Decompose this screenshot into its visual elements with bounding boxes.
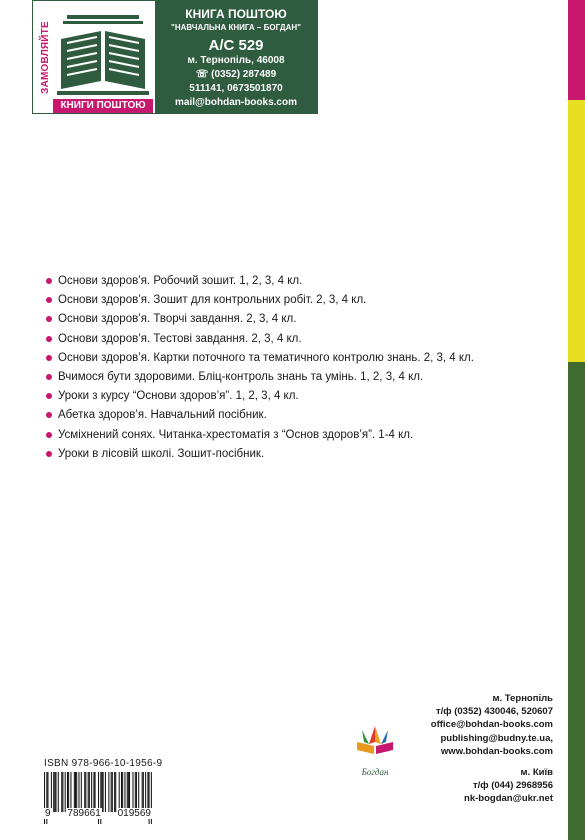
bullet-icon (46, 316, 52, 322)
list-item: Основи здоров’я. Робочий зошит. 1, 2, 3, 4 кл. (46, 272, 556, 291)
barcode-bar (119, 772, 120, 812)
barcode-digit-group: 789661 (67, 808, 101, 819)
barcode-bar (85, 772, 86, 812)
barcode-bar (88, 772, 89, 812)
book-icon (53, 9, 153, 97)
kyiv-phone: т/ф (044) 2968956 (472, 780, 553, 792)
barcode-bar (127, 772, 128, 812)
barcode-bar (62, 772, 63, 812)
barcode-bar (47, 772, 48, 812)
advert-line: ☏ (0352) 287489 (195, 69, 277, 80)
barcode-bar (54, 772, 55, 812)
list-item: Уроки з курсу “Основи здоров’я”. 1, 2, 3, 4 кл. (46, 387, 556, 406)
bullet-icon (46, 336, 52, 342)
bullet-icon (46, 393, 52, 399)
barcode-bar (70, 772, 71, 812)
isbn-text: ISBN 978-966-10-1956-9 (44, 758, 163, 769)
ternopil-city: м. Тернопіль (492, 693, 553, 704)
barcode-bar (121, 772, 122, 812)
bullet-icon (46, 374, 52, 380)
list-item: Основи здоров’я. Картки поточного та тематичного контролю знань. 2, 3, 4 кл. (46, 349, 556, 368)
bullet-icon (46, 412, 52, 418)
barcode-bar (53, 772, 54, 812)
advert-side-text: ЗАМОВЛЯЙТЕ (39, 20, 51, 94)
list-item: Основи здоров’я. Творчі завдання. 2, 3, 4 кл. (46, 310, 556, 329)
barcode-bar (108, 772, 109, 812)
kyiv-city: м. Київ (520, 767, 553, 779)
list-item: Вчимося бути здоровими. Бліц-контроль знань та умінь. 1, 2, 3, 4 кл. (46, 368, 556, 387)
barcode-bar (111, 772, 112, 812)
barcode-digit-group: 019569 (117, 808, 151, 819)
color-strip-green (568, 362, 585, 840)
kyiv-email: nk-bogdan@ukr.net (464, 793, 553, 805)
barcode-bar (55, 772, 56, 812)
barcode-bar (81, 772, 82, 812)
barcode-bar (124, 772, 125, 812)
advert-contact-block (155, 1, 317, 113)
barcode-bar (61, 772, 62, 812)
barcode-bar (68, 772, 69, 812)
advert-line: А/С 529 (208, 37, 264, 54)
barcode-bar (93, 772, 94, 812)
list-item: Усміхнений сонях. Читанка-хрестоматія з “Основ здоров’я”. 1-4 кл. (46, 426, 556, 445)
barcode-bar (128, 772, 129, 812)
barcode-bar (129, 772, 130, 812)
bullet-icon (46, 432, 52, 438)
barcode-bar (91, 772, 92, 812)
advert-line: "НАВЧАЛЬНА КНИГА – БОГДАН" (171, 23, 301, 32)
barcode-bar (112, 772, 113, 812)
book-list (46, 272, 556, 464)
barcode-bar (78, 772, 79, 812)
publisher-contacts (353, 692, 553, 806)
ternopil-website: www.bohdan-books.com (440, 745, 553, 757)
barcode-bar (135, 772, 136, 812)
barcode-bar (142, 772, 143, 812)
ternopil-phone: т/ф (0352) 430046, 520607 (435, 706, 553, 718)
ternopil-email: office@bohdan-books.com (430, 719, 553, 731)
barcode-bar (67, 772, 68, 812)
barcode-digit-group: 9 (45, 808, 51, 819)
color-strip-yellow (568, 100, 585, 362)
barcode-bar (84, 772, 85, 812)
mail-order-logo (33, 1, 155, 113)
advert-logo-caption: КНИГИ ПОШТОЮ (53, 99, 153, 113)
list-item: Уроки в лісовій школі. Зошит-посібник. (46, 445, 556, 464)
publisher-logo-text: Богдан (361, 767, 389, 777)
barcode-bar (58, 772, 59, 812)
barcode-bar (145, 772, 146, 812)
barcode-bar (115, 772, 116, 812)
barcode-bar (75, 772, 76, 812)
barcode-bar (51, 772, 52, 812)
barcode-digits (44, 808, 152, 819)
advert-line: КНИГА ПОШТОЮ (185, 7, 287, 21)
list-item: Основи здоров’я. Зошит для контрольних робіт. 2, 3, 4 кл. (46, 291, 556, 310)
barcode-bar (76, 772, 77, 812)
list-item: Абетка здоров’я. Навчальний посібник. (46, 406, 556, 425)
bullet-icon (46, 355, 52, 361)
barcode-bar (136, 772, 137, 812)
barcode-bar (105, 772, 106, 812)
barcode-bar (132, 772, 133, 812)
barcode-bar (95, 772, 96, 812)
barcode-bar (147, 772, 148, 812)
list-item: Основи здоров’я. Тестові завдання. 2, 3, 4 кл. (46, 330, 556, 349)
barcode-bar (65, 772, 66, 812)
ternopil-email-2: publishing@budny.te.ua, (440, 732, 553, 744)
barcode-bar (74, 772, 75, 812)
advert-line: м. Тернопіль, 46008 (187, 55, 285, 66)
barcode-bar (143, 772, 144, 812)
bullet-icon (46, 451, 52, 457)
mail-order-advert (32, 0, 318, 114)
barcode-bar (101, 772, 102, 812)
barcode-bar (114, 772, 115, 812)
barcode-bar (122, 772, 123, 812)
advert-line: mail@bohdan-books.com (175, 97, 297, 108)
barcode-bar (103, 772, 104, 812)
bullet-icon (46, 278, 52, 284)
advert-line: 511141, 0673501870 (189, 83, 283, 94)
barcode-bar (89, 772, 90, 812)
bullet-icon (46, 297, 52, 303)
barcode-bar (138, 772, 139, 812)
color-strip-pink (568, 0, 585, 100)
